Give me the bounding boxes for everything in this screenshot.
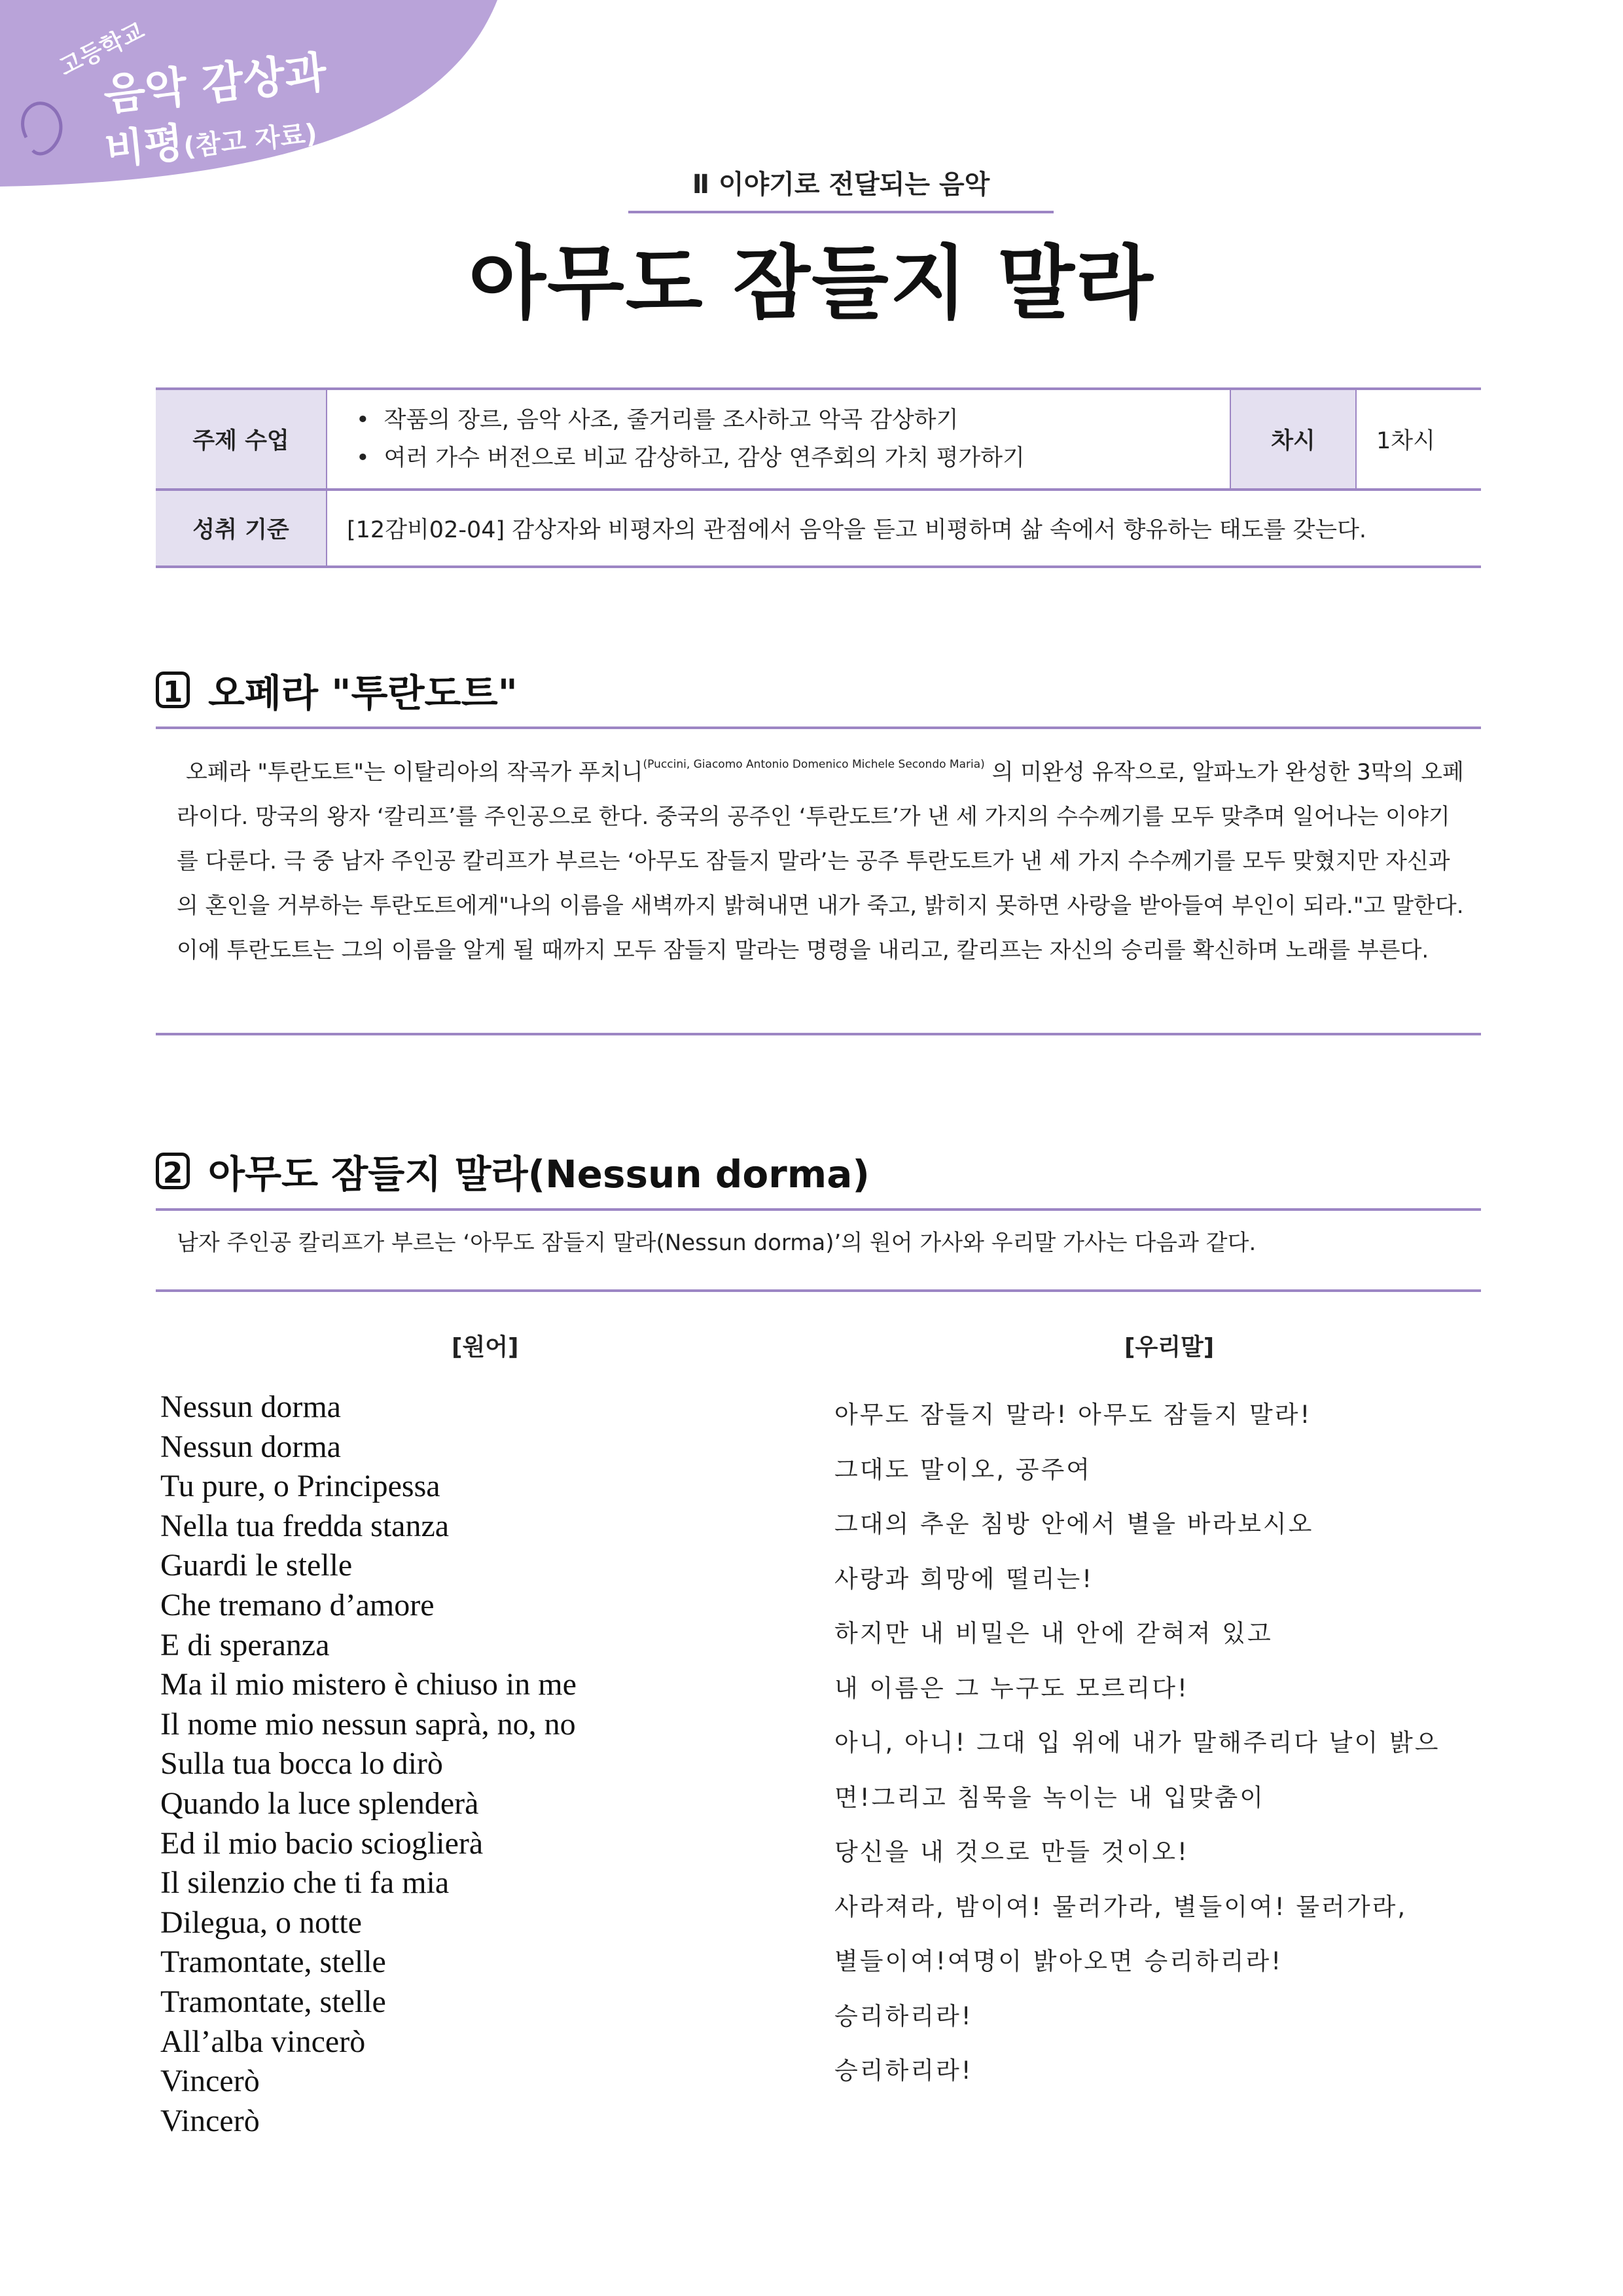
badge-line3-sub: (참고 자료) [182, 118, 319, 163]
badge-line2: 음악 감상과 [101, 46, 329, 120]
section1-bottom-rule [156, 1033, 1481, 1035]
original-lyric-line: Che tremano d’amore [160, 1587, 435, 1623]
original-lyric-line: Tu pure, o Principessa [160, 1469, 440, 1504]
korean-lyric-line: 아니, 아니! 그대 입 위에 내가 말해주리다 날이 밝으 [834, 1729, 1440, 1757]
section1-para-post: 의 미완성 유작으로, 알파노가 완성한 3막의 오페라이다. 망국의 왕자 ‘칼리프’를 주인공으로 한다. 중국의 공주인 ‘투란도트’가 낸 세 가지의 수수께기를 모두 맞추며 일어나는 이야기를 다룬다. 극 중 남자 주인공 칼리프가 부르는 ‘아무도 잠들지 말라’는 공주 투란도트가 낸 세 가지 수수께기를 모두 맞혔지만 자신과의 혼인을 거부하는 투란도트에게"나의 이름을 새벽까지 밝혀내면 내가 죽고, 밝히지 못하면 사랑을 받아들여 부인이 되라."고 말한다. 이에 투란도트는 그의 이름을 알게 될 때까지 모두 잠들지 말라는 명령을 내리고, 칼리프는 자신의 승리를 확신하며 노래를 부른다. [177, 759, 1464, 963]
topic-item: • 작품의 장르, 음악 사조, 줄거리를 조사하고 악곡 감상하기 [347, 401, 1210, 439]
original-lyric-line: Ed il mio bacio scioglierà [160, 1825, 484, 1861]
unit-underline [628, 211, 1054, 213]
section2-intro: 남자 주인공 칼리프가 부르는 ‘아무도 잠들지 말라(Nessun dorma)’의 원어 가사와 우리말 가사는 다음과 같다. [177, 1230, 1257, 1256]
page-title: 아무도 잠들지 말라 [469, 237, 1154, 330]
section2-heading [156, 1143, 870, 1198]
korean-lyric-line: 아무도 잠들지 말라! 아무도 잠들지 말라! [834, 1401, 1312, 1429]
original-lyric-line: Il silenzio che ti fa mia [160, 1865, 450, 1901]
original-lyric-line: Dilegua, o notte [160, 1905, 362, 1940]
composer-fullname: (Puccini, Giacomo Antonio Domenico Michele Secondo Maria) [643, 758, 985, 771]
original-lyrics [160, 1388, 577, 2141]
original-lyric-line: Guardi le stelle [160, 1548, 353, 1583]
section1-number: 1 [156, 672, 190, 708]
topic-content [327, 389, 1230, 490]
original-lyric-line: Tramontate, stelle [160, 1984, 386, 2019]
standard-row [156, 490, 1481, 567]
original-lyric-line: All’alba vincerò [160, 2024, 366, 2059]
korean-lyric-line: 승리하리라! [834, 2056, 973, 2085]
korean-lyric-line: 승리하리라! [834, 2001, 973, 2030]
section1-title: 오페라 "투란도트" [208, 671, 518, 715]
badge-line3-main: 비평 [102, 118, 186, 174]
korean-lyric-line: 당신을 내 것으로 만들 것이오! [834, 1838, 1189, 1866]
original-lyric-line: Vincerò [160, 2103, 260, 2138]
korean-lyric-line: 그대도 말이오, 공주여 [834, 1455, 1092, 1484]
corner-badge [0, 0, 510, 196]
topic-label: 주제 수업 [156, 389, 327, 490]
session-label: 차시 [1230, 389, 1356, 490]
lesson-info-table [156, 387, 1481, 568]
korean-lyric-line: 사라져라, 밤이여! 물러가라, 별들이여! 물러가라, [834, 1892, 1408, 1921]
topic-item: • 여러 가수 버전으로 비교 감상하고, 감상 연주회의 가치 평가하기 [347, 439, 1210, 477]
korean-lyric-line: 내 이름은 그 누구도 모르리다! [834, 1674, 1189, 1702]
korean-lyrics [834, 1388, 1440, 2098]
korean-lyric-line: 하지만 내 비밀은 내 안에 갇혀져 있고 [834, 1619, 1273, 1647]
section1-para-pre: 오페라 "투란도트"는 이탈리아의 작곡가 푸치니 [186, 759, 643, 785]
original-lyric-line: Vincerò [160, 2064, 260, 2099]
unit-title: Ⅱ 이야기로 전달되는 음악 [692, 170, 990, 200]
session-value: 1차시 [1356, 389, 1481, 490]
badge-school: 고등학교 [55, 17, 149, 82]
section2-top-rule [156, 1208, 1481, 1211]
original-lyric-line: Nella tua fredda stanza [160, 1508, 450, 1543]
original-lyrics-label: [원어] [452, 1334, 519, 1361]
original-lyric-line: Nessun dorma [160, 1390, 341, 1424]
original-lyric-line: Ma il mio mistero è chiuso in me [160, 1667, 577, 1702]
topic-row [156, 389, 1481, 490]
section1-heading [156, 662, 518, 717]
original-lyric-line: E di speranza [160, 1627, 330, 1662]
original-lyric-line: Tramontate, stelle [160, 1945, 386, 1980]
standard-value: [12감비02-04] 감상자와 비평자의 관점에서 음악을 듣고 비평하며 삶 속에서 향유하는 태도를 갖는다. [327, 490, 1481, 567]
section1-top-rule [156, 726, 1481, 729]
original-lyric-line: Nessun dorma [160, 1429, 341, 1464]
korean-lyric-line: 그대의 추운 침방 안에서 별을 바라보시오 [834, 1510, 1314, 1538]
korean-lyrics-label: [우리말] [1124, 1334, 1215, 1361]
korean-lyric-line: 사랑과 희망에 떨리는! [834, 1564, 1094, 1593]
original-lyric-line: Quando la luce splenderà [160, 1785, 479, 1821]
original-lyric-line: Il nome mio nessun saprà, no, no [160, 1706, 576, 1742]
korean-lyric-line: 별들이여!여명이 밝아오면 승리하리라! [834, 1947, 1283, 1975]
standard-label: 성취 기준 [156, 490, 327, 567]
section1-paragraph [177, 742, 1469, 973]
original-lyric-line: Sulla tua bocca lo dirò [160, 1746, 443, 1782]
section2-title: 아무도 잠들지 말라(Nessun dorma) [208, 1152, 870, 1196]
section2-number: 2 [156, 1153, 190, 1189]
section2-bottom-rule [156, 1289, 1481, 1292]
korean-lyric-line: 면!그리고 침묵을 녹이는 내 입맞춤이 [834, 1783, 1266, 1812]
